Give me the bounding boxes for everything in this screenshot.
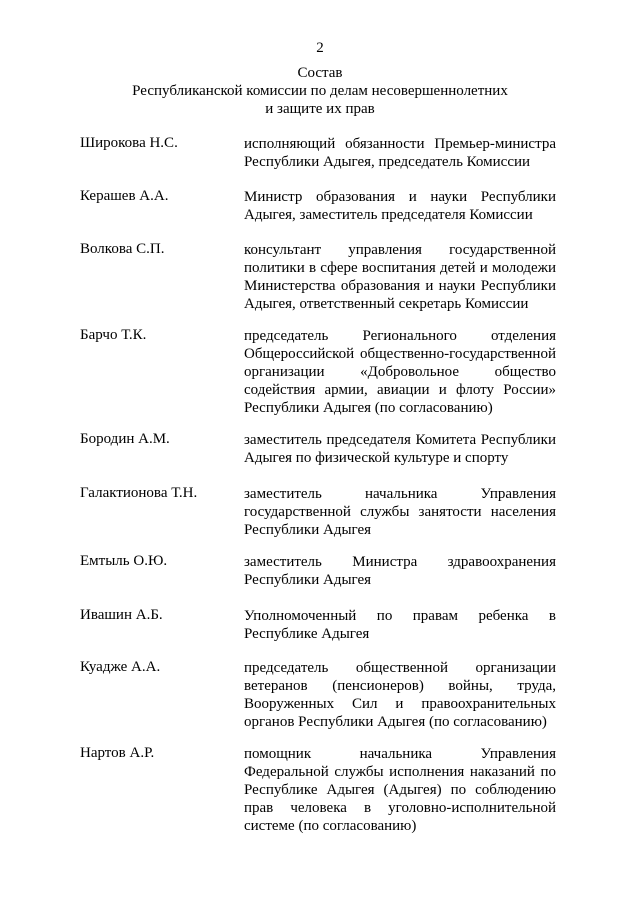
document-heading [0,64,640,118]
member-name: Волкова С.П. [80,241,165,257]
member-role-line: председатель Регионального отделения [244,328,556,344]
member-role [244,659,556,731]
member-role [244,135,556,171]
member-role [244,241,556,313]
member-role-line: системе (по согласованию) [244,818,417,834]
member-role [244,188,556,224]
member-role-line: Адыгея по физической культуре и спорту [244,450,509,466]
heading-subtitle-line-2: и защите их прав [265,101,375,117]
member-name: Куадже А.А. [80,659,161,675]
member-role [244,327,556,417]
member-role-line: заместитель Министра здравоохранения [244,554,556,570]
member-role-line: организации «Добровольное общество [244,364,556,380]
heading-title: Состав [297,65,343,81]
heading-subtitle-line-1: Республиканской комиссии по делам несовершеннолетних [132,83,508,99]
member-name: Керашев А.А. [80,188,169,204]
member-name: Нартов А.Р. [80,745,155,761]
member-role-line: Республике Адыгея (Адыгея) по соблюдению [244,782,556,798]
member-name: Широкова Н.С. [80,135,178,151]
member-role-line: Вооруженных Сил и правоохранительных [244,696,556,712]
member-role [244,745,556,835]
member-role [244,431,556,467]
member-role-line: Министерства образования и науки Республики [244,278,556,294]
member-role-line: Республики Адыгея (по согласованию) [244,400,493,416]
member-role-line: консультант управления государственной [244,242,556,258]
member-name: Бородин А.М. [80,431,170,447]
member-role-line: содействия армии, авиации и флоту России» [244,382,556,398]
member-name: Ивашин А.Б. [80,607,163,623]
member-role-line: помощник начальника Управления [244,746,556,762]
page-number: 2 [316,40,324,56]
member-name: Барчо Т.К. [80,327,147,343]
member-role-line: Республике Адыгея [244,626,370,642]
member-role [244,553,556,589]
member-role [244,607,556,643]
member-role-line: Адыгея, заместитель председателя Комиссии [244,207,533,223]
member-role-line: заместитель председателя Комитета Республики [244,432,556,448]
member-role-line: заместитель начальника Управления [244,486,556,502]
member-role-line: Министр образования и науки Республики [244,189,556,205]
member-role-line: Уполномоченный по правам ребенка в [244,608,556,624]
member-role-line: Федеральной службы исполнения наказаний по [244,764,556,780]
member-role-line: ветеранов (пенсионеров) войны, труда, [244,678,556,694]
member-name: Емтыль О.Ю. [80,553,168,569]
member-name: Галактионова Т.Н. [80,485,198,501]
member-role [244,485,556,539]
member-role-line: Республики Адыгея, председатель Комиссии [244,154,531,170]
member-role-line: Адыгея, ответственный секретарь Комиссии [244,296,529,312]
member-role-line: Общероссийской общественно-государственной [244,346,556,362]
member-role-line: Республики Адыгея [244,572,372,588]
member-role-line: Республики Адыгея [244,522,372,538]
member-role-line: политики в сфере воспитания детей и молодежи [244,260,556,276]
member-role-line: органов Республики Адыгея (по согласованию) [244,714,547,730]
member-role-line: государственной службы занятости населения [244,504,556,520]
member-role-line: исполняющий обязанности Премьер-министра [244,136,556,152]
member-role-line: председатель общественной организации [244,660,556,676]
member-role-line: прав человека в уголовно-исполнительной [244,800,556,816]
